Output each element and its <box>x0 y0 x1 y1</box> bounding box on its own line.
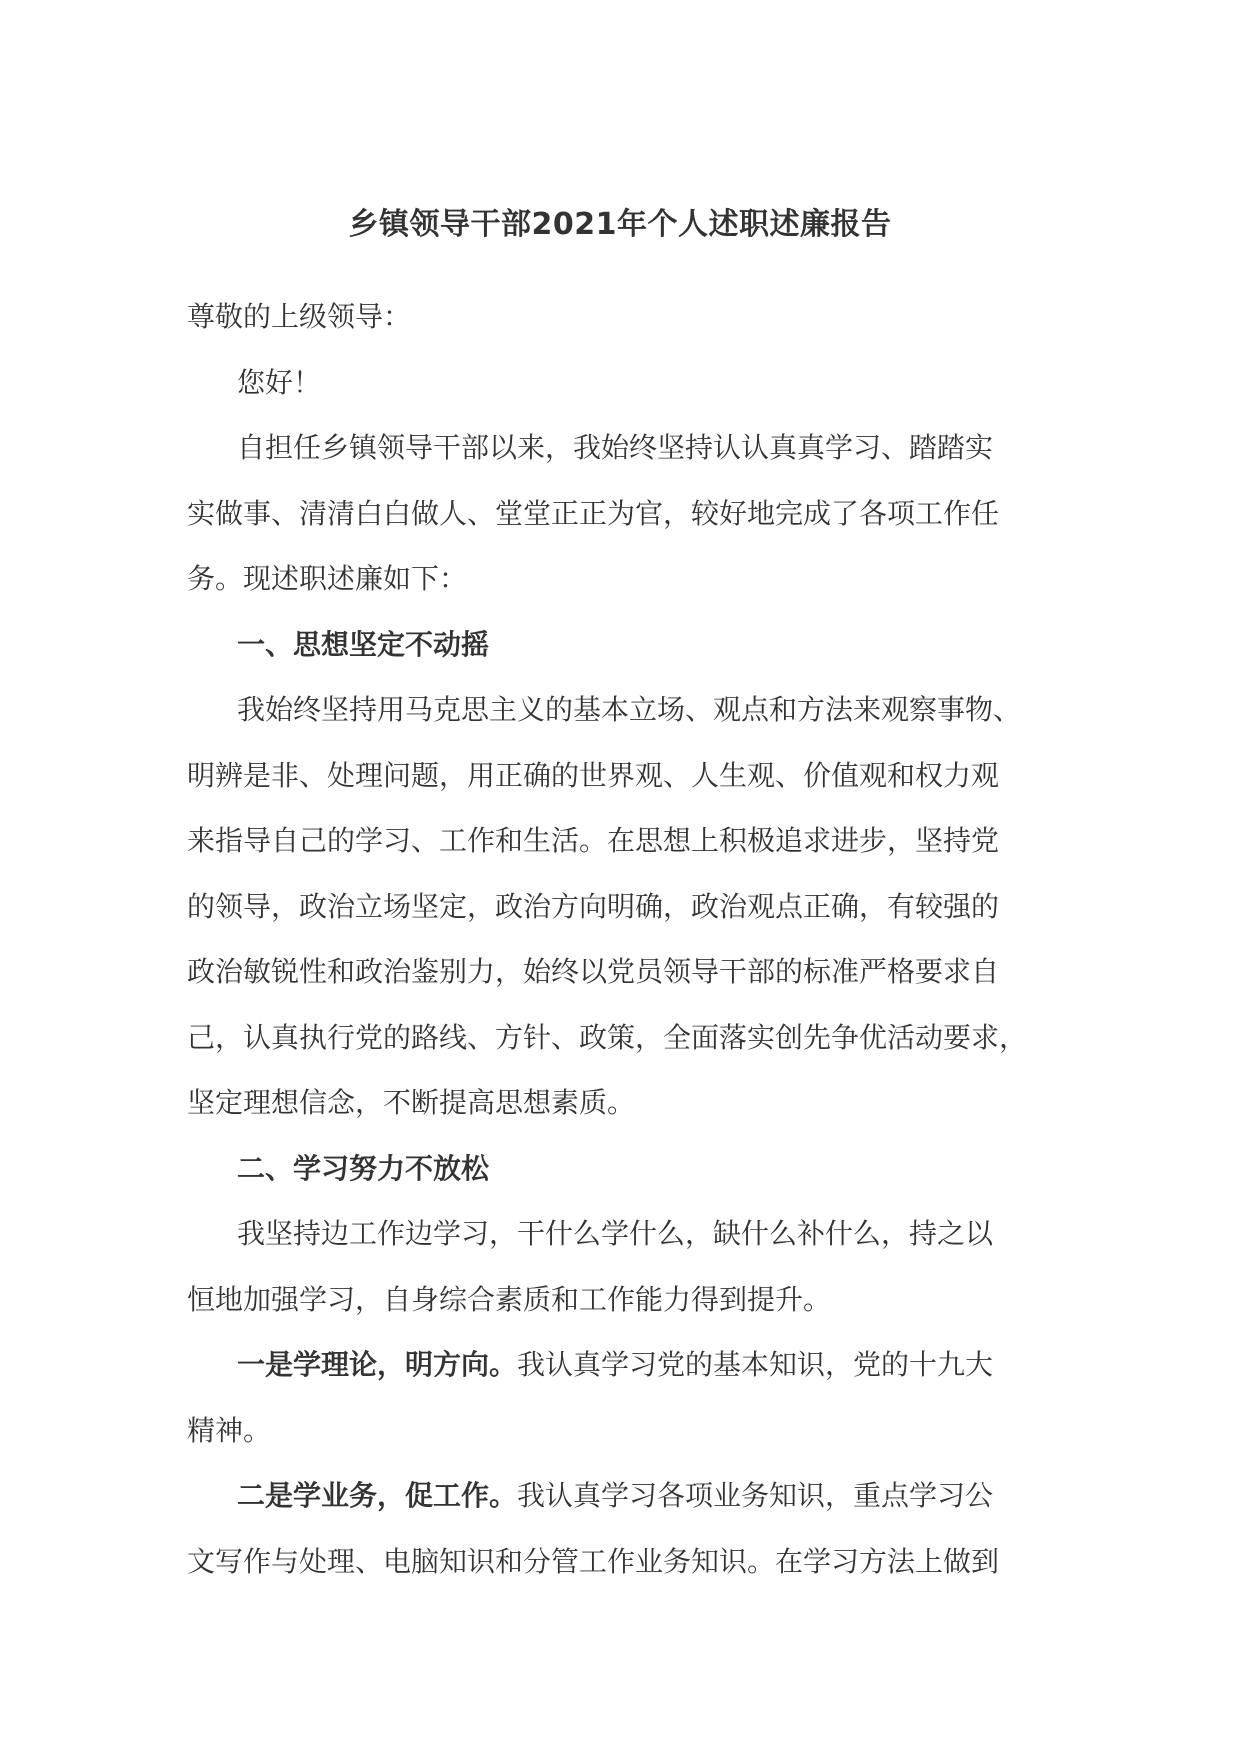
text-line <box>187 677 1077 743</box>
line-text: 我始终坚持用马克思主义的基本立场、观点和方法来观察事物、 <box>237 693 1022 726</box>
text-line <box>187 546 1077 612</box>
text-line <box>187 1332 1077 1398</box>
text-line <box>187 481 1077 547</box>
text-line <box>187 284 1077 350</box>
line-text: 务。现述职述廉如下： <box>187 562 468 595</box>
line-text: 实做事、清清白白做人、堂堂正正为官，较好地完成了各项工作任 <box>187 496 1000 530</box>
text-line <box>187 612 1077 678</box>
text-line <box>187 1267 1077 1333</box>
text-line <box>187 1463 1077 1529</box>
line-text: 明辨是非、处理问题，用正确的世界观、人生观、价值观和权力观 <box>187 758 1000 792</box>
line-text: 我认真学习各项业务知识，重点学习公 <box>517 1479 994 1512</box>
text-line <box>187 1529 1077 1595</box>
line-text: 恒地加强学习，自身综合素质和工作能力得到提升。 <box>187 1282 832 1316</box>
bold-lead: 一是学理论，明方向。 <box>237 1348 518 1381</box>
bold-lead: 一、思想坚定不动摇 <box>237 627 490 661</box>
line-text: 我坚持边工作边学习，干什么学什么，缺什么补什么，持之以 <box>237 1217 994 1250</box>
text-line <box>187 1005 1077 1071</box>
text-line <box>187 743 1077 809</box>
bold-lead: 二、学习努力不放松 <box>237 1151 490 1185</box>
text-line <box>187 1136 1077 1202</box>
line-text: 坚定理想信念，不断提高思想素质。 <box>187 1086 636 1119</box>
bold-lead: 二是学业务，促工作。 <box>237 1479 518 1512</box>
line-text: 来指导自己的学习、工作和生活。在思想上积极追求进步，坚持党 <box>187 824 1000 857</box>
text-line <box>187 874 1077 940</box>
line-text: 我认真学习党的基本知识，党的十九大 <box>517 1348 994 1381</box>
line-text: 文写作与处理、电脑知识和分管工作业务知识。在学习方法上做到 <box>187 1544 1000 1578</box>
line-text: 己，认真执行党的路线、方针、政策，全面落实创先争优活动要求， <box>187 1020 1028 1054</box>
document-title: 乡镇领导干部2021年个人述职述廉报告 <box>348 207 892 242</box>
text-line <box>187 1201 1077 1267</box>
text-line <box>187 415 1077 481</box>
text-line <box>187 350 1077 416</box>
line-text: 精神。 <box>187 1413 272 1447</box>
line-text: 政治敏锐性和政治鉴别力，始终以党员领导干部的标准严格要求自 <box>187 955 1000 988</box>
line-text: 自担任乡镇领导干部以来，我始终坚持认认真真学习、踏踏实 <box>237 431 994 464</box>
text-line <box>187 1398 1077 1464</box>
text-line <box>187 939 1077 1005</box>
text-line <box>187 808 1077 874</box>
line-text: 您好！ <box>237 365 322 399</box>
text-line <box>187 1070 1077 1136</box>
document-body <box>187 284 1077 1594</box>
line-text: 的领导，政治立场坚定，政治方向明确，政治观点正确，有较强的 <box>187 889 1000 923</box>
line-text: 尊敬的上级领导： <box>187 300 412 333</box>
